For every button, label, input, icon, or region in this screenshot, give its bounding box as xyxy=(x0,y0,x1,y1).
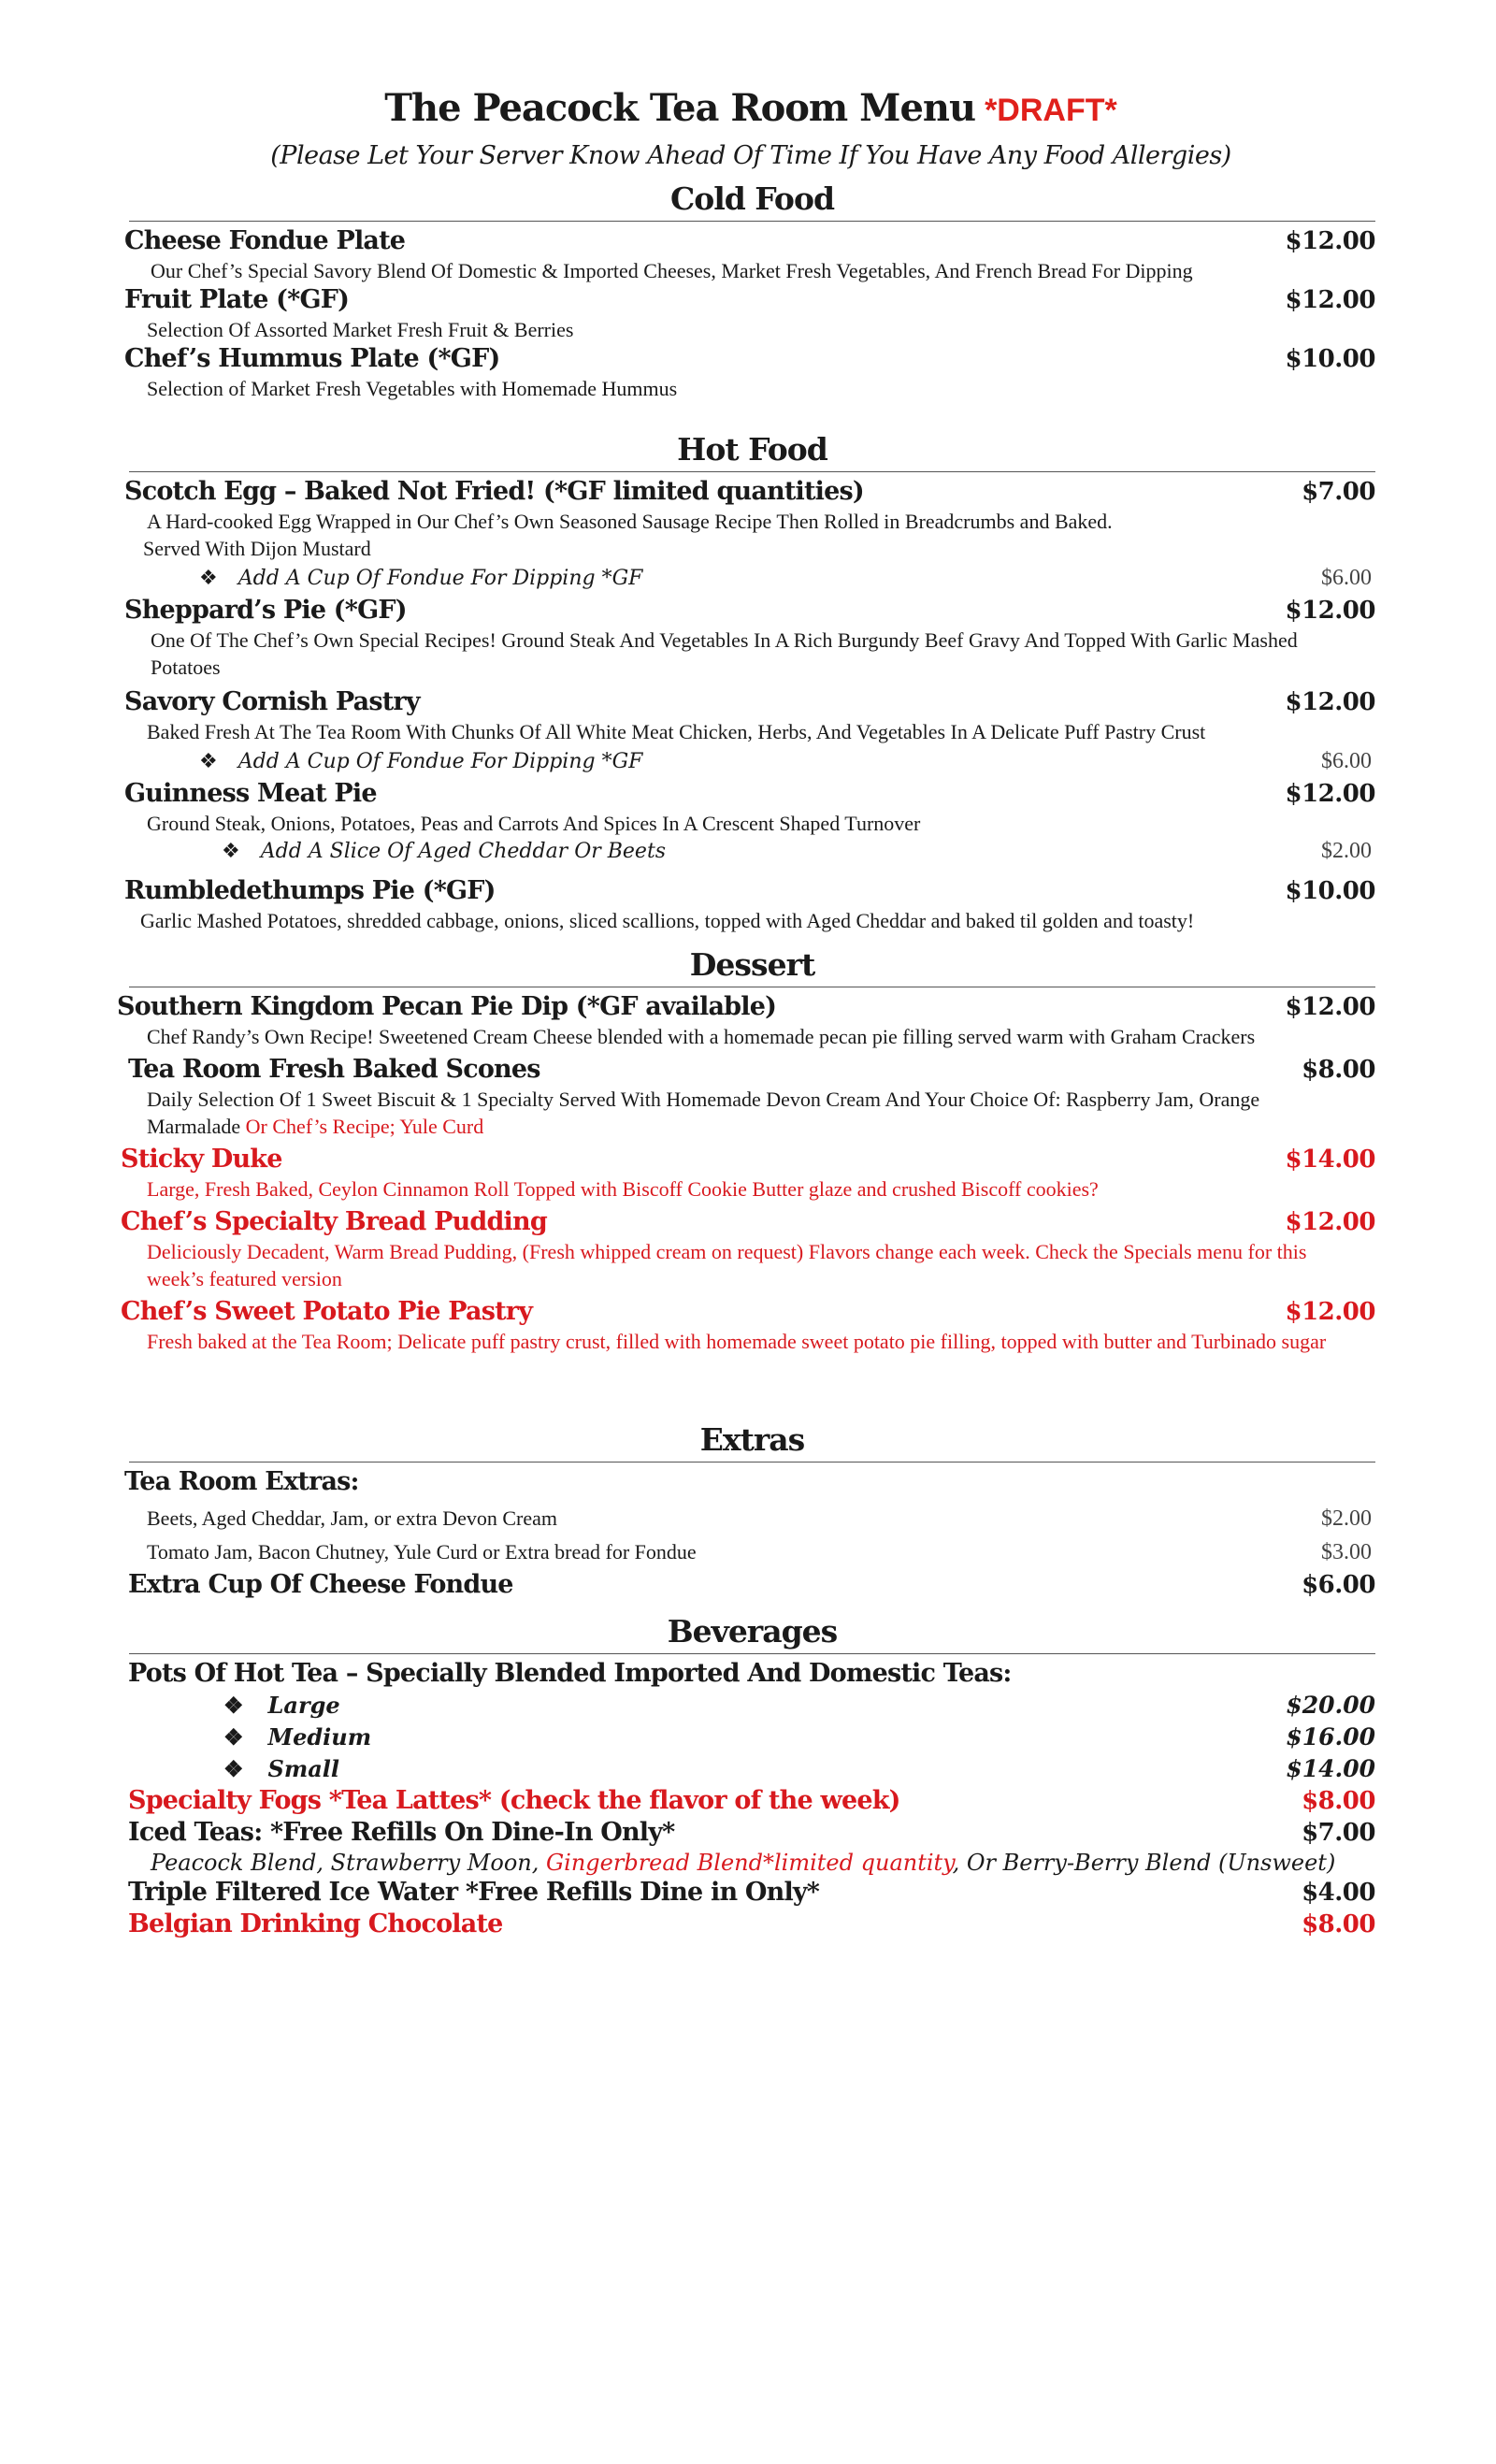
draft-label: *DRAFT* xyxy=(985,93,1117,128)
addon-option xyxy=(199,563,642,595)
scones-description-highlight: Or Chef’s Recipe; Yule Curd xyxy=(245,1115,484,1138)
item-name: Triple Filtered Ice Water *Free Refills Dine in Only* xyxy=(128,1878,820,1907)
item-description: Baked Fresh At The Tea Room With Chunks Of All White Meat Chicken, Herbs, And Vegetables In A Delicate Puff Pastry Crust xyxy=(147,720,1206,743)
item-description: Deliciously Decadent, Warm Bread Pudding, (Fresh whipped cream on request) Flavors change each week. Check the Specials menu for this week’s featured version xyxy=(147,1240,1307,1290)
menu-item xyxy=(121,1296,1377,1328)
scones-description: Daily Selection Of 1 Sweet Biscuit & 1 Specialty Served With Homemade Devon Cream And Your Choice Of: Raspberry Jam, Orange Marmalade xyxy=(147,1088,1260,1138)
extras-heading: Extras xyxy=(129,1419,1375,1463)
item-name: Pots Of Hot Tea – Specially Blended Imported And Domestic Teas: xyxy=(128,1659,1012,1688)
addon-option xyxy=(222,838,666,866)
item-price: $7.00 xyxy=(1302,478,1375,506)
iced-tea-blends xyxy=(124,1849,1377,1877)
extra-text: Beets, Aged Cheddar, Jam, or extra Devon Cream xyxy=(147,1506,557,1530)
extra-price: $3.00 xyxy=(1321,1540,1372,1564)
menu-item xyxy=(124,778,1377,810)
addon-label: Add A Cup Of Fondue For Dipping *GF xyxy=(237,750,643,773)
blend-limited: Gingerbread Blend*limited quantity xyxy=(545,1850,953,1876)
item-description: Garlic Mashed Potatoes, shredded cabbage, onions, sliced scallions, topped with Aged Cheddar and baked til golden and toasty! xyxy=(140,909,1195,932)
diamond-bullet-icon: ❖ xyxy=(223,1692,244,1719)
item-name: Rumbledethumps Pie (*GF) xyxy=(124,876,496,905)
item-description: Selection of Market Fresh Vegetables with Homemade Hummus xyxy=(147,377,678,400)
item-description: Served With Dijon Mustard xyxy=(143,537,371,560)
tea-size xyxy=(223,1722,371,1753)
item-description: One Of The Chef’s Own Special Recipes! Ground Steak And Vegetables In A Rich Burgundy Beef Gravy And Topped With Garlic Mashed Potatoes xyxy=(151,628,1298,679)
diamond-bullet-icon: ❖ xyxy=(199,567,218,590)
menu-item xyxy=(124,1877,1377,1909)
item-name: Chef’s Hummus Plate (*GF) xyxy=(124,344,500,373)
menu-item xyxy=(124,595,1377,627)
menu-item xyxy=(124,875,1377,907)
extra-text: Tomato Jam, Bacon Chutney, Yule Curd or Extra bread for Fondue xyxy=(147,1540,697,1563)
addon-price: $6.00 xyxy=(1321,566,1372,590)
item-name: Chef’s Sweet Potato Pie Pastry xyxy=(121,1297,533,1326)
addon-row xyxy=(124,745,1377,778)
item-name: Fruit Plate (*GF) xyxy=(124,285,350,314)
item-price: $10.00 xyxy=(1285,345,1375,373)
item-description: Fresh baked at the Tea Room; Delicate puff pastry crust, filled with homemade sweet potato pie filling, topped with butter and Turbinado sugar xyxy=(147,1330,1327,1353)
item-name: Belgian Drinking Chocolate xyxy=(128,1909,503,1938)
menu-item xyxy=(124,476,1377,508)
menu-item xyxy=(124,1658,1377,1690)
item-name: Cheese Fondue Plate xyxy=(124,226,406,255)
menu-item xyxy=(124,1785,1377,1817)
cold-food-heading: Cold Food xyxy=(129,178,1375,222)
beverages-heading: Beverages xyxy=(129,1610,1375,1654)
item-name: Tea Room Extras: xyxy=(124,1467,359,1496)
blend-list: Peacock Blend, Strawberry Moon, xyxy=(151,1850,546,1876)
item-name: Iced Teas: *Free Refills On Dine-In Only* xyxy=(128,1818,675,1847)
menu-title-row xyxy=(124,82,1377,135)
tea-size xyxy=(223,1690,340,1722)
tea-size-row xyxy=(124,1690,1377,1722)
item-name: Tea Room Fresh Baked Scones xyxy=(128,1055,540,1084)
tea-size-label: Large xyxy=(267,1692,340,1719)
item-price: $7.00 xyxy=(1302,1819,1375,1847)
item-price: $12.00 xyxy=(1285,597,1375,625)
item-description: Large, Fresh Baked, Ceylon Cinnamon Roll Topped with Biscoff Cookie Butter glaze and crushed Biscoff cookies? xyxy=(147,1177,1099,1201)
item-price: $12.00 xyxy=(1285,1298,1375,1326)
menu-item xyxy=(117,991,1377,1023)
item-price: $12.00 xyxy=(1285,780,1375,808)
dessert-heading: Dessert xyxy=(129,944,1375,987)
menu-item xyxy=(124,1817,1377,1849)
item-name: Sticky Duke xyxy=(121,1145,282,1174)
blend-list-end: , Or Berry-Berry Blend (Unsweet) xyxy=(952,1850,1336,1876)
item-name: Scotch Egg – Baked Not Fried! (*GF limited quantities) xyxy=(124,477,864,506)
item-price: $8.00 xyxy=(1302,1787,1375,1815)
item-price: $12.00 xyxy=(1285,286,1375,314)
tea-size-label: Small xyxy=(267,1755,340,1782)
menu-page xyxy=(117,82,1377,1940)
addon-label: Add A Cup Of Fondue For Dipping *GF xyxy=(237,567,643,590)
addon-label: Add A Slice Of Aged Cheddar Or Beets xyxy=(260,840,667,863)
item-description: Selection Of Assorted Market Fresh Fruit & Berries xyxy=(147,318,574,341)
item-name: Extra Cup Of Cheese Fondue xyxy=(128,1570,513,1599)
addon-price: $2.00 xyxy=(1321,839,1372,863)
item-price: $8.00 xyxy=(1302,1910,1375,1938)
menu-item xyxy=(124,1054,1377,1086)
tea-size-row xyxy=(124,1753,1377,1785)
tea-size-price: $14.00 xyxy=(1286,1755,1375,1782)
menu-item xyxy=(121,1206,1377,1238)
tea-size-label: Medium xyxy=(267,1723,372,1751)
menu-item xyxy=(124,1466,1377,1498)
item-description: Ground Steak, Onions, Potatoes, Peas and Carrots And Spices In A Crescent Shaped Turnover xyxy=(147,812,921,835)
item-name: Chef’s Specialty Bread Pudding xyxy=(121,1207,547,1236)
item-name: Southern Kingdom Pecan Pie Dip (*GF available) xyxy=(117,992,777,1021)
menu-item xyxy=(124,225,1377,257)
item-price: $4.00 xyxy=(1302,1879,1375,1907)
item-price: $12.00 xyxy=(1285,1208,1375,1236)
item-price: $12.00 xyxy=(1285,688,1375,716)
item-price: $8.00 xyxy=(1302,1056,1375,1084)
extra-price: $2.00 xyxy=(1321,1506,1372,1531)
item-description: Chef Randy’s Own Recipe! Sweetened Cream Cheese blended with a homemade pecan pie filling served warm with Graham Crackers xyxy=(147,1025,1256,1048)
item-price: $6.00 xyxy=(1302,1571,1375,1599)
extra-line xyxy=(124,1502,1377,1535)
addon-row xyxy=(124,837,1377,866)
tea-size xyxy=(223,1753,339,1785)
item-price: $12.00 xyxy=(1285,227,1375,255)
menu-item xyxy=(124,1569,1377,1601)
menu-item xyxy=(124,284,1377,316)
menu-item xyxy=(124,1909,1377,1940)
menu-item xyxy=(121,1144,1377,1175)
menu-item xyxy=(124,686,1377,718)
addon-price: $6.00 xyxy=(1321,749,1372,773)
extra-line xyxy=(124,1535,1377,1569)
diamond-bullet-icon: ❖ xyxy=(223,1755,244,1782)
item-name: Savory Cornish Pastry xyxy=(124,687,420,716)
tea-size-price: $16.00 xyxy=(1286,1723,1375,1751)
addon-option xyxy=(199,746,642,778)
item-description xyxy=(124,1086,1377,1140)
hot-food-heading: Hot Food xyxy=(129,428,1375,472)
item-price: $10.00 xyxy=(1285,877,1375,905)
item-price: $12.00 xyxy=(1285,993,1375,1021)
menu-item xyxy=(124,343,1377,375)
item-price: $14.00 xyxy=(1285,1146,1375,1174)
addon-row xyxy=(124,562,1377,595)
item-name: Specialty Fogs *Tea Lattes* (check the flavor of the week) xyxy=(128,1786,900,1815)
menu-title: The Peacock Tea Room Menu xyxy=(384,86,976,130)
item-name: Guinness Meat Pie xyxy=(124,779,377,808)
item-name: Sheppard’s Pie (*GF) xyxy=(124,596,407,625)
allergy-notice: (Please Let Your Server Know Ahead Of Time If You Have Any Food Allergies) xyxy=(270,141,1231,170)
diamond-bullet-icon: ❖ xyxy=(222,840,240,863)
tea-size-row xyxy=(124,1722,1377,1753)
item-description: A Hard-cooked Egg Wrapped in Our Chef’s Own Seasoned Sausage Recipe Then Rolled in Breadcrumbs and Baked. xyxy=(147,510,1113,533)
tea-size-price: $20.00 xyxy=(1286,1692,1375,1719)
item-description: Our Chef’s Special Savory Blend Of Domestic & Imported Cheeses, Market Fresh Vegetables, And French Bread For Dipping xyxy=(151,259,1193,282)
diamond-bullet-icon: ❖ xyxy=(223,1723,244,1751)
diamond-bullet-icon: ❖ xyxy=(199,750,218,773)
